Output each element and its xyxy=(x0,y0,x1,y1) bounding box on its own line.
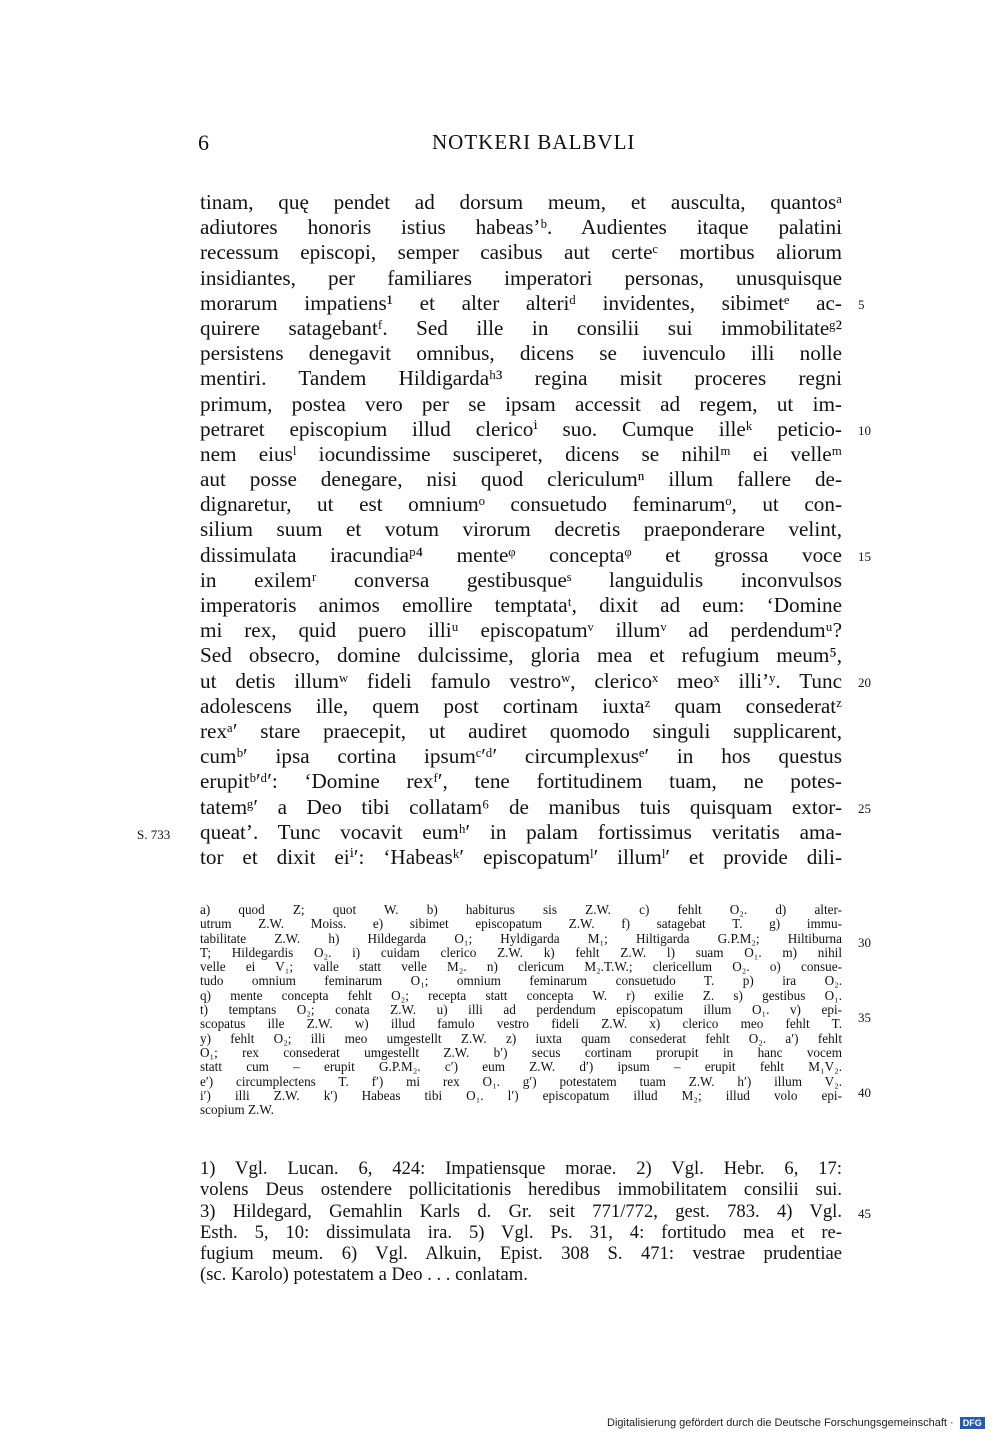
note-line: 3) Hildegard, Gemahlin Karls d. Gr. seit 771/772, gest. 783. 4) Vgl. xyxy=(200,1200,842,1222)
note-line: Esth. 5, 10: dissimulata ira. 5) Vgl. Ps. 31, 4: fortitudo mea et re- xyxy=(200,1221,842,1243)
apparatus-line: statt cum – erupit G.P.M₂. c′) eum Z.W. d′) ipsum – erupit fehlt M₁V₂. xyxy=(200,1059,842,1075)
text-line: in exilemʳ conversa gestibusqueˢ languidulis inconvulsos xyxy=(200,567,842,592)
text-line: insidiantes, per familiares imperatori personas, unusquisque xyxy=(200,265,842,290)
footer xyxy=(607,1417,985,1429)
apparatus-line: scopatus ille Z.W. w) illud famulo vestro fideli Z.W. x) clerico meo fehlt T. xyxy=(200,1016,842,1032)
critical-apparatus xyxy=(200,903,842,1117)
apparatus-line: q) mente concepta fehlt O₂; recepta statt concepta W. r) exilie Z. s) gestibus O₁. xyxy=(200,987,842,1003)
apparatus-line: y) fehlt O₂; illi meo umgestellt Z.W. z) iuxta quam consederat fehlt O₂. a′) fehlt xyxy=(200,1030,842,1046)
note-line: fugium meum. 6) Vgl. Alkuin, Epist. 308 S. 471: vestrae prudentiae xyxy=(200,1243,842,1265)
text-line: silium suum et votum virorum decretis praeponderare velint, xyxy=(200,517,842,542)
text-line: persistens denegavit omnibus, dicens se iuvenculo illi nolle xyxy=(200,341,842,366)
line-number: 10 xyxy=(858,423,871,438)
line-number: 35 xyxy=(858,1010,871,1025)
apparatus-line: i′) illi Z.W. k′) Habeas tibi O₁. l′) episcopatum illud M₂; illud volo epi- xyxy=(200,1087,842,1103)
line-number: 45 xyxy=(858,1206,871,1221)
text-line: dissimulata iracundiaᵖ⁴ menteᵠ conceptaᵠ et grossa voce xyxy=(200,542,842,567)
text-line: queat’. Tunc vocavit eumʰ′ in palam fortissimus veritatis ama- xyxy=(200,819,842,844)
text-line: morarum impatiens¹ et alter alteriᵈ invidentes, sibimetᵉ ac- xyxy=(200,290,842,315)
main-text xyxy=(200,190,842,870)
apparatus-line: scopium Z.W. xyxy=(200,1102,274,1118)
line-number: 15 xyxy=(858,549,871,564)
text-line: tor et dixit eiⁱ′: ‘Habeasᵏ′ episcopatumˡ′ illumˡ′ et provide dili- xyxy=(200,844,842,869)
line-number: 25 xyxy=(858,801,871,816)
apparatus-line: velle ei V₁; valle statt velle M₂. n) clericum M₂.T.W.; clericellum O₂. o) consue- xyxy=(200,959,842,975)
dfg-logo: DFG xyxy=(960,1417,985,1429)
text-line: aut posse denegare, nisi quod clericulumⁿ illum fallere de- xyxy=(200,467,842,492)
text-line: adolescens ille, quem post cortinam iuxtaᶻ quam consederatᶻ xyxy=(200,693,842,718)
apparatus-line: utrum Z.W. Moiss. e) sibimet episcopatum Z.W. f) satagebat T. g) immu- xyxy=(200,916,842,932)
note-line: 1) Vgl. Lucan. 6, 424: Impatiensque morae. 2) Vgl. Hebr. 6, 17: xyxy=(200,1158,842,1179)
line-number: 5 xyxy=(858,297,865,312)
text-line: nem eiusˡ iocundissime susciperet, dicens se nihilᵐ ei velleᵐ xyxy=(200,441,842,466)
text-line: ut detis illumʷ fideli famulo vestroʷ, clericoˣ meoˣ illi’ʸ. Tunc xyxy=(200,668,842,693)
source-notes xyxy=(200,1158,842,1286)
text-line: quirere satagebantᶠ. Sed ille in consilii sui immobilitateᵍ² xyxy=(200,315,842,340)
text-line: erupitᵇ′ᵈ′: ‘Domine rexᶠ′, tene fortitudinem tuam, ne potes- xyxy=(200,769,842,794)
apparatus-line: T; Hildegardis O₂. i) cuidam clerico Z.W. k) fehlt Z.W. l) suam O₁. m) nihil xyxy=(200,944,842,960)
apparatus-line: O₁; rex consederat umgestellt Z.W. b′) secus cortinam prorupit in hanc vocem xyxy=(200,1044,842,1060)
text-line: Sed obsecro, domine dulcissime, gloria mea et refugium meum⁵, xyxy=(200,643,842,668)
apparatus-line: t) temptans O₂; conata Z.W. u) illi ad perdendum episcopatum illum O₁. v) epi- xyxy=(200,1002,842,1018)
text-line: primum, postea vero per se ipsam accessit ad regem, ut im- xyxy=(200,391,842,416)
text-line: tinam, quę pendet ad dorsum meum, et ausculta, quantosᵃ xyxy=(200,190,842,214)
text-line: imperatoris animos emollire temptataᵗ, dixit ad eum: ‘Domine xyxy=(200,593,842,617)
running-title: NOTKERI BALBVLI xyxy=(432,130,636,154)
text-line: mi rex, quid puero illiᵘ episcopatumᵛ illumᵛ ad perdendumᵘ? xyxy=(200,618,842,643)
apparatus-line: tudo omnium feminarum O₁; omnium feminarum consuetudo T. p) ira O₂. xyxy=(200,973,842,989)
text-line: adiutores honoris istius habeas’ᵇ. Audientes itaque palatini xyxy=(200,215,842,240)
apparatus-line: e′) circumplectens T. f′) mi rex O₁. g′) potestatem tuam Z.W. h′) illum V₂. xyxy=(200,1073,842,1089)
apparatus-line: tabilitate Z.W. h) Hildegarda O₁; Hyldigarda M₁; Hiltigarda G.P.M₂; Hiltiburna xyxy=(200,930,842,946)
line-number: 20 xyxy=(858,675,871,690)
note-line: volens Deus ostendere pollicitationis heredibus immobilitatem consilii sui. xyxy=(200,1179,842,1201)
text-line: mentiri. Tandem Hildigardaʰ³ regina misit proceres regni xyxy=(200,366,842,391)
text-line: rexᵃ′ stare praecepit, ut audiret quomodo singuli supplicarent, xyxy=(200,718,842,743)
footer-text: Digitalisierung gefördert durch die Deutsche Forschungsgemeinschaft · xyxy=(607,1417,954,1429)
apparatus-line: a) quod Z; quot W. b) habiturus sis Z.W. c) fehlt O₂. d) alter- xyxy=(200,902,842,917)
text-line: recessum episcopi, semper casibus aut certeᶜ mortibus aliorum xyxy=(200,240,842,265)
text-line: cumᵇ′ ipsa cortina ipsumᶜ′ᵈ′ circumplexusᵉ′ in hos questus xyxy=(200,744,842,769)
line-number: 40 xyxy=(858,1085,871,1100)
text-line: dignaretur, ut est omniumᵒ consuetudo feminarumᵒ, ut con- xyxy=(200,492,842,517)
text-line: tatemᵍ′ a Deo tibi collatam⁶ de manibus tuis quisquam extor- xyxy=(200,794,842,819)
note-line: (sc. Karolo) potestatem a Deo . . . conlatam. xyxy=(200,1264,528,1286)
page-reference: S. 733 xyxy=(137,827,171,842)
line-number: 30 xyxy=(858,935,871,950)
page-number: 6 xyxy=(198,130,209,155)
text-line: petraret episcopium illud clericoⁱ suo. Cumque illeᵏ peticio- xyxy=(200,416,842,441)
